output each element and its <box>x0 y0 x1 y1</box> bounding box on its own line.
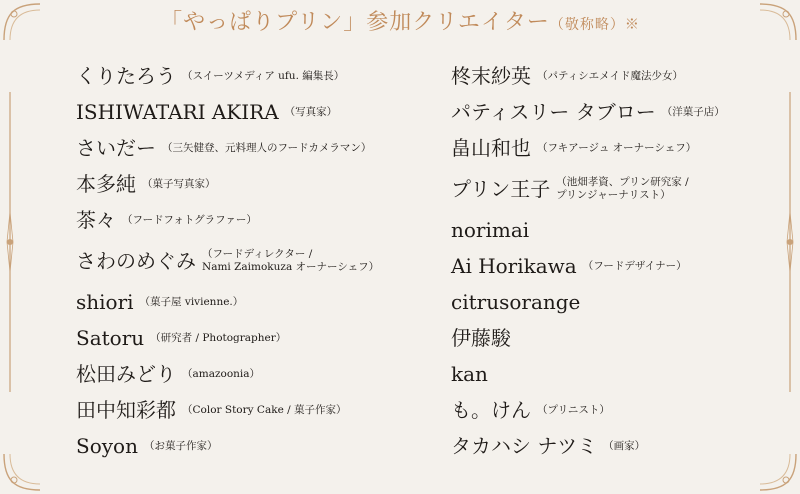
creator-name: kan <box>451 362 488 386</box>
creator-name: くりたろう <box>76 64 176 88</box>
creator-entry <box>451 58 751 94</box>
creator-role: （画家） <box>603 439 646 452</box>
creator-role-line1: （フードディレクター / <box>202 248 313 260</box>
title-note: （敬称略）※ <box>549 17 640 33</box>
page-title <box>0 8 800 40</box>
creator-entry <box>76 284 436 320</box>
creator-role: （菓子写真家） <box>142 177 216 190</box>
creator-role: （amazoonia） <box>182 367 261 380</box>
creator-entry <box>76 428 436 464</box>
title-text: 「やっぱりプリン」参加クリエイター <box>160 10 550 35</box>
creator-role: （お菓子作家） <box>143 439 218 452</box>
creator-name: 茶々 <box>76 208 116 232</box>
creator-entry <box>451 94 751 130</box>
creator-name: 松田みどり <box>76 362 176 386</box>
creator-role: （フードフォトグラファー） <box>122 213 257 226</box>
creator-entry <box>76 320 436 356</box>
creator-role: （スイーツメディア ufu. 編集長） <box>182 69 345 82</box>
creator-name: 畠山和也 <box>451 136 531 160</box>
creator-entry <box>451 320 751 356</box>
creator-name: ISHIWATARI AKIRA <box>76 100 279 124</box>
creator-role-line2: プリンジャーナリスト） <box>556 189 671 201</box>
creator-role: （フキアージュ オーナーシェフ） <box>537 141 697 154</box>
side-ornament-icon <box>6 92 14 392</box>
creator-role: （フードデザイナー） <box>582 259 687 272</box>
creator-entry <box>76 130 436 166</box>
creator-role <box>202 248 379 274</box>
creator-name: 本多純 <box>76 172 136 196</box>
creator-column-left <box>76 58 436 464</box>
creator-role <box>556 176 688 202</box>
creator-name: さわのめぐみ <box>76 249 196 273</box>
creator-name: shiori <box>76 290 134 314</box>
creator-name: 伊藤駿 <box>451 326 511 350</box>
creator-name: 柊末紗英 <box>451 64 531 88</box>
creator-entry <box>451 212 751 248</box>
creator-entry <box>451 284 751 320</box>
creator-column-right <box>451 58 751 464</box>
creator-role: （写真家） <box>284 105 338 118</box>
creator-name: プリン王子 <box>451 177 551 201</box>
creator-name: norimai <box>451 218 530 242</box>
creator-role: （プリニスト） <box>537 403 610 416</box>
creator-name: Ai Horikawa <box>451 254 577 278</box>
creator-entry <box>76 202 436 238</box>
corner-ornament-icon <box>0 448 46 494</box>
creator-entry <box>76 238 436 284</box>
creator-entry <box>451 392 751 428</box>
creator-entry <box>76 392 436 428</box>
creator-entry <box>76 356 436 392</box>
creator-name: も。けん <box>451 398 531 422</box>
creator-role: （研究者 / Photographer） <box>150 331 287 344</box>
creator-entry <box>451 428 751 464</box>
creator-entry <box>76 58 436 94</box>
creator-entry <box>451 248 751 284</box>
creator-role: （菓子屋 vivienne.） <box>139 295 244 308</box>
corner-ornament-icon <box>754 448 800 494</box>
creator-entry <box>76 166 436 202</box>
creator-role: （洋菓子店） <box>661 105 725 118</box>
creator-role-line1: （池畑孝資、プリン研究家 / <box>556 176 689 188</box>
creator-entry <box>451 130 751 166</box>
creator-entry <box>451 166 751 212</box>
creator-role-line2: Nami Zaimokuza オーナーシェフ） <box>202 261 380 273</box>
creator-name: Soyon <box>76 434 138 458</box>
creator-role: （Color Story Cake / 菓子作家） <box>182 403 347 416</box>
creator-name: タカハシ ナツミ <box>451 434 598 458</box>
creator-role: （三矢健登、元料理人のフードカメラマン） <box>162 141 372 154</box>
creator-name: citrusorange <box>451 290 581 314</box>
creator-entry <box>76 94 436 130</box>
creator-role: （パティシエメイド魔法少女） <box>537 69 683 82</box>
creator-name: Satoru <box>76 326 145 350</box>
creator-entry <box>451 356 751 392</box>
side-ornament-icon <box>786 92 794 392</box>
creator-name: さいだー <box>76 136 156 160</box>
creator-name: 田中知彩都 <box>76 398 176 422</box>
creator-name: パティスリー タブロー <box>451 100 656 124</box>
